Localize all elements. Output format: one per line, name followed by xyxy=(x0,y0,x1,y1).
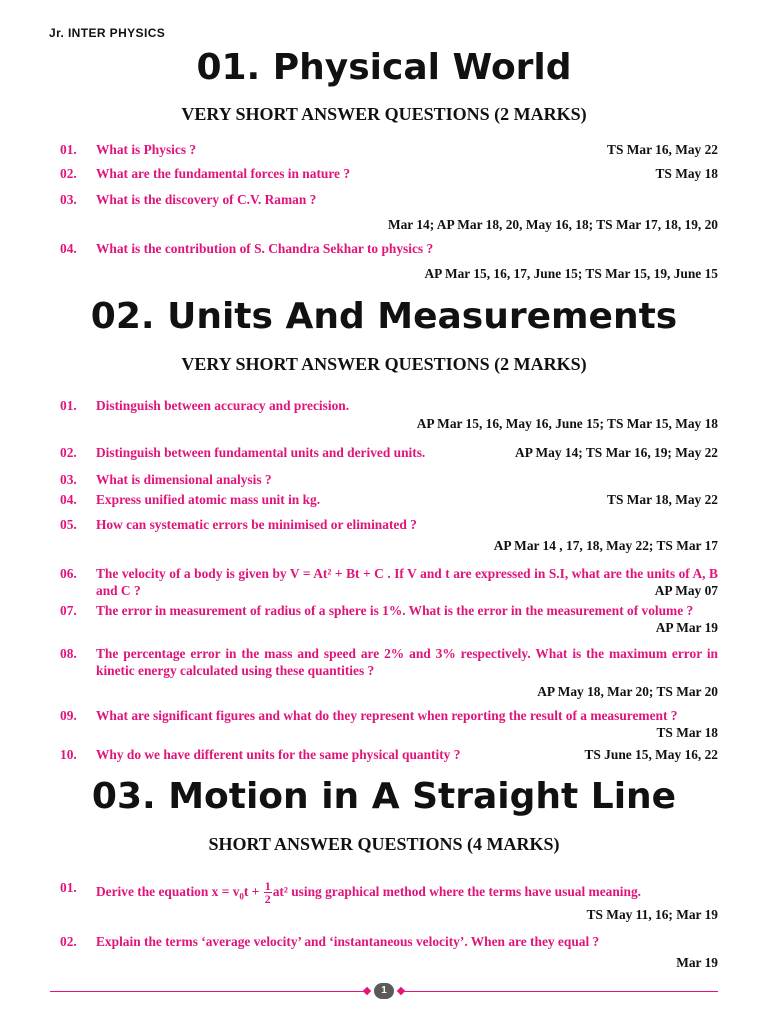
question-number: 05. xyxy=(60,517,77,532)
question-text: Distinguish between accuracy and precision. xyxy=(96,398,350,413)
question-text: Why do we have different units for the same physical quantity ? xyxy=(96,747,461,762)
question-text: The error in measurement of radius of a sphere is 1%. What is the error in the measurement of volume ? xyxy=(96,603,694,618)
question-text: What is the contribution of S. Chandra Sekhar to physics ? xyxy=(96,241,434,256)
velocity-formula: V = At² + Bt + C xyxy=(289,566,384,581)
exam-reference: Mar 19 xyxy=(676,955,718,970)
page-number-badge: 1 xyxy=(374,983,394,999)
question-item xyxy=(60,444,718,461)
question-text: What is the discovery of C.V. Raman ? xyxy=(96,192,317,207)
question-item xyxy=(60,602,718,635)
question-item xyxy=(60,240,718,257)
question-number: 03. xyxy=(60,472,77,487)
footer-rule-left xyxy=(50,991,366,992)
question-item xyxy=(60,516,718,533)
question-item xyxy=(60,565,718,599)
question-number: 01. xyxy=(60,142,77,157)
motion-equation: $x = v_0t$ + $\frac{1}{2}$ at² xyxy=(211,879,288,907)
exam-reference: AP May 07 xyxy=(654,583,718,598)
question-item xyxy=(60,191,718,208)
exam-reference: TS Mar 18 xyxy=(656,725,718,740)
question-item xyxy=(60,491,718,508)
chapter-title-01: 01. Physical World xyxy=(196,47,572,88)
footer-rule-right xyxy=(402,991,718,992)
exam-reference: TS May 18 xyxy=(655,166,718,181)
exam-reference: AP May 18, Mar 20; TS Mar 20 xyxy=(537,684,718,699)
question-item xyxy=(60,645,718,679)
question-item xyxy=(60,397,718,414)
question-text: What are the fundamental forces in nature ? xyxy=(96,166,351,181)
chapter-title-02: 02. Units And Measurements xyxy=(90,296,678,337)
question-text: What are significant figures and what do they represent when reporting the result of a measurement ? xyxy=(96,708,678,723)
question-item xyxy=(60,878,718,922)
question-number: 03. xyxy=(60,192,77,207)
question-text: Explain the terms ‘average velocity’ and ‘instantaneous velocity’. When are they equal ? xyxy=(96,934,600,949)
question-item xyxy=(60,165,718,182)
question-item xyxy=(60,933,718,950)
running-header: Jr. INTER PHYSICS xyxy=(49,26,166,40)
exam-reference: TS Mar 16, May 22 xyxy=(607,142,718,157)
exam-reference: AP Mar 14 , 17, 18, May 22; TS Mar 17 xyxy=(493,538,718,553)
question-text: How can systematic errors be minimised or eliminated ? xyxy=(96,517,417,532)
question-text: What is Physics ? xyxy=(96,142,197,157)
exam-reference: Mar 14; AP Mar 18, 20, May 16, 18; TS Mar 17, 18, 19, 20 xyxy=(387,217,718,232)
question-number: 01. xyxy=(60,398,77,413)
exam-reference: AP Mar 15, 16, May 16, June 15; TS Mar 15, May 18 xyxy=(416,416,718,431)
question-item xyxy=(60,141,718,158)
question-text: The percentage error in the mass and speed are 2% and 3% respectively. What is the maximum error in kinetic energy calculated using these quantities ? xyxy=(96,646,718,678)
question-number: 01. xyxy=(60,880,77,895)
question-number: 04. xyxy=(60,241,77,256)
question-item xyxy=(60,707,718,740)
question-number: 07. xyxy=(60,603,77,618)
question-text: Express unified atomic mass unit in kg. xyxy=(96,492,321,507)
question-number: 02. xyxy=(60,166,77,181)
footer-ornament xyxy=(363,987,371,995)
question-number: 02. xyxy=(60,445,77,460)
question-text: What is dimensional analysis ? xyxy=(96,472,272,487)
question-number: 04. xyxy=(60,492,77,507)
question-item xyxy=(60,471,718,488)
exam-reference: TS June 15, May 16, 22 xyxy=(584,747,718,762)
question-number: 08. xyxy=(60,646,77,661)
section-heading-03: SHORT ANSWER QUESTIONS (4 MARKS) xyxy=(208,834,560,854)
question-number: 10. xyxy=(60,747,77,762)
question-text: Derive the equation $x = v_0t$ + $\frac{1}{2}$ at² using graphical method where the terms have usual meaning. xyxy=(96,879,641,907)
question-text: The velocity of a body is given by V = At² + Bt + C . If V and t are expressed in S.I, what are the units of A, B and C ? xyxy=(96,566,718,598)
section-heading-02: VERY SHORT ANSWER QUESTIONS (2 MARKS) xyxy=(181,354,587,374)
exam-reference: TS Mar 18, May 22 xyxy=(607,492,718,507)
exam-reference: AP Mar 19 xyxy=(655,620,718,635)
question-text: Distinguish between fundamental units and derived units. xyxy=(96,445,426,460)
chapter-title-03: 03. Motion in A Straight Line xyxy=(91,776,677,817)
section-heading-01: VERY SHORT ANSWER QUESTIONS (2 MARKS) xyxy=(181,104,587,124)
question-item xyxy=(60,746,718,763)
exam-reference: AP May 14; TS Mar 16, 19; May 22 xyxy=(515,445,718,460)
question-number: 09. xyxy=(60,708,77,723)
question-number: 02. xyxy=(60,934,77,949)
exam-reference: AP Mar 15, 16, 17, June 15; TS Mar 15, 19, June 15 xyxy=(424,266,718,281)
question-number: 06. xyxy=(60,566,77,581)
exam-reference: TS May 11, 16; Mar 19 xyxy=(586,907,718,922)
